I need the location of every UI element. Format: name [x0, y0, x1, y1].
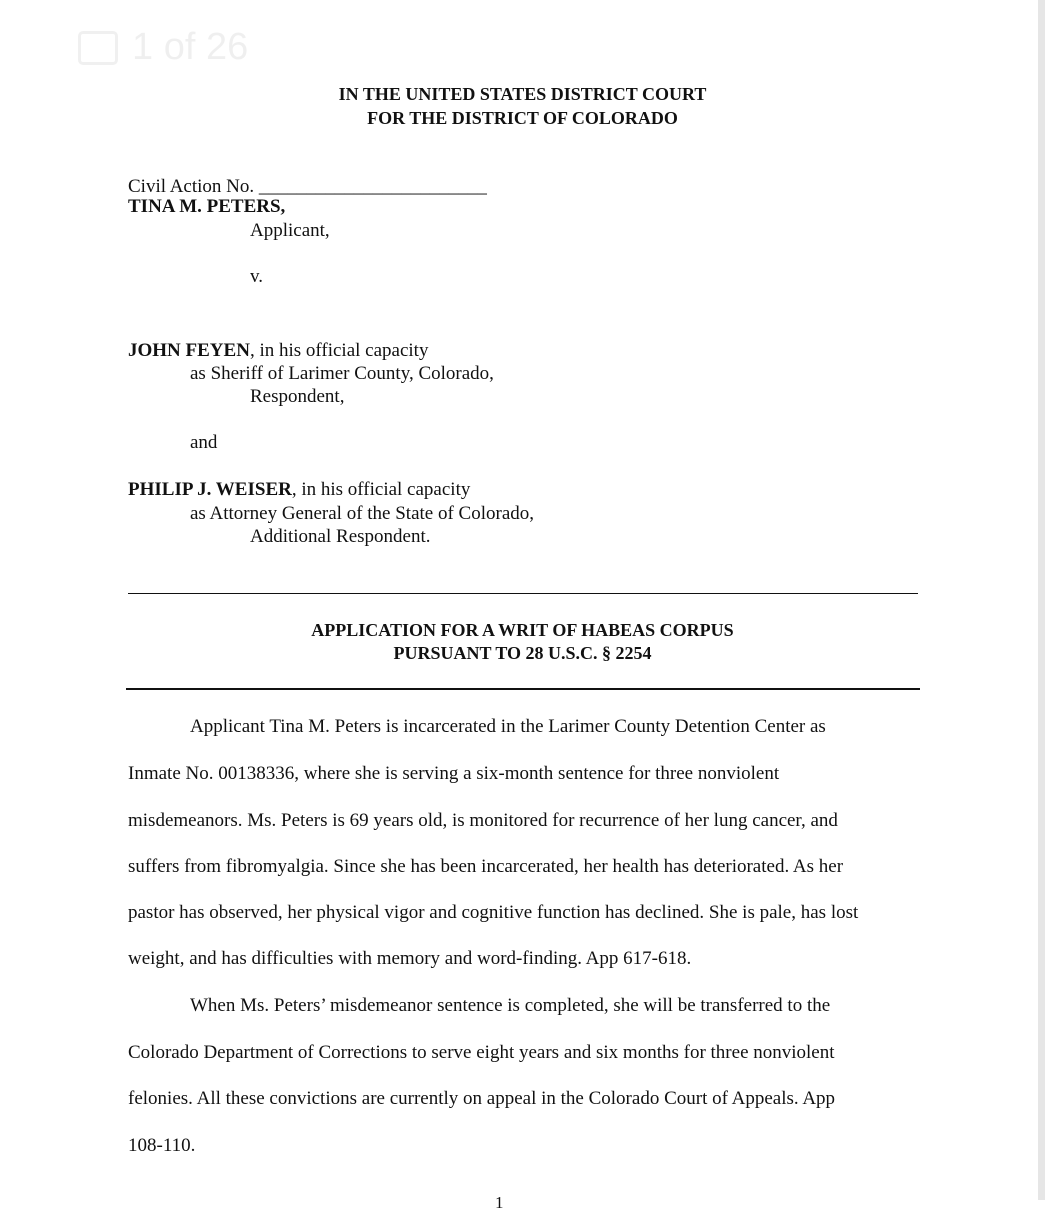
divider-thick [126, 688, 920, 690]
civil-action-no: Civil Action No. ________________________ [128, 176, 487, 197]
sidebar-icon [78, 31, 118, 65]
document-title: APPLICATION FOR A WRIT OF HABEAS CORPUS [311, 620, 734, 640]
respondent2-role: Additional Respondent. [250, 526, 431, 547]
respondent1-capacity: , in his official capacity [249, 340, 429, 361]
respondent1-role: Respondent, [250, 386, 345, 407]
respondent1-title: as Sheriff of Larimer County, Colorado, [190, 363, 494, 384]
respondent2-title: as Attorney General of the State of Colorado, [190, 503, 535, 524]
page-count: 1 of 26 [132, 26, 249, 68]
document-subtitle: PURSUANT TO 28 U.S.C. § 2254 [393, 643, 652, 663]
body-line: pastor has observed, her physical vigor and cognitive function has declined. She is pale, has lost [128, 902, 859, 923]
divider [128, 593, 918, 594]
body-line: 108-110. [128, 1135, 196, 1156]
applicant-name: TINA M. PETERS, [128, 196, 286, 217]
and: and [190, 432, 218, 453]
respondent2 [128, 479, 470, 501]
respondent2-name: PHILIP J. WEISER [128, 479, 292, 500]
body-line: Colorado Department of Corrections to serve eight years and six months for three nonviolent [128, 1042, 835, 1063]
body-line: felonies. All these convictions are currently on appeal in the Colorado Court of Appeals. App [128, 1088, 836, 1109]
body-line: Applicant Tina M. Peters is incarcerated in the Larimer County Detention Center as [190, 716, 826, 737]
body-line: misdemeanors. Ms. Peters is 69 years old, is monitored for recurrence of her lung cancer, and [128, 810, 838, 831]
body-line: weight, and has difficulties with memory and word-finding. App 617-618. [128, 948, 692, 969]
body-line: When Ms. Peters’ misdemeanor sentence is completed, she will be transferred to the [190, 995, 831, 1016]
respondent2-capacity: , in his official capacity [291, 479, 471, 500]
applicant-role: Applicant, [250, 220, 330, 241]
court-name: IN THE UNITED STATES DISTRICT COURT [338, 84, 707, 104]
page-indicator [78, 26, 248, 69]
scrollbar-track[interactable] [1038, 0, 1045, 1200]
court-district: FOR THE DISTRICT OF COLORADO [367, 108, 678, 128]
body-line: Inmate No. 00138336, where she is serving a six-month sentence for three nonviolent [128, 763, 780, 784]
respondent1 [128, 340, 428, 362]
versus: v. [250, 266, 264, 287]
page-number: 1 [495, 1193, 504, 1212]
body-line: suffers from fibromyalgia. Since she has been incarcerated, her health has deteriorated. As her [128, 856, 844, 877]
respondent1-name: JOHN FEYEN [128, 340, 250, 361]
